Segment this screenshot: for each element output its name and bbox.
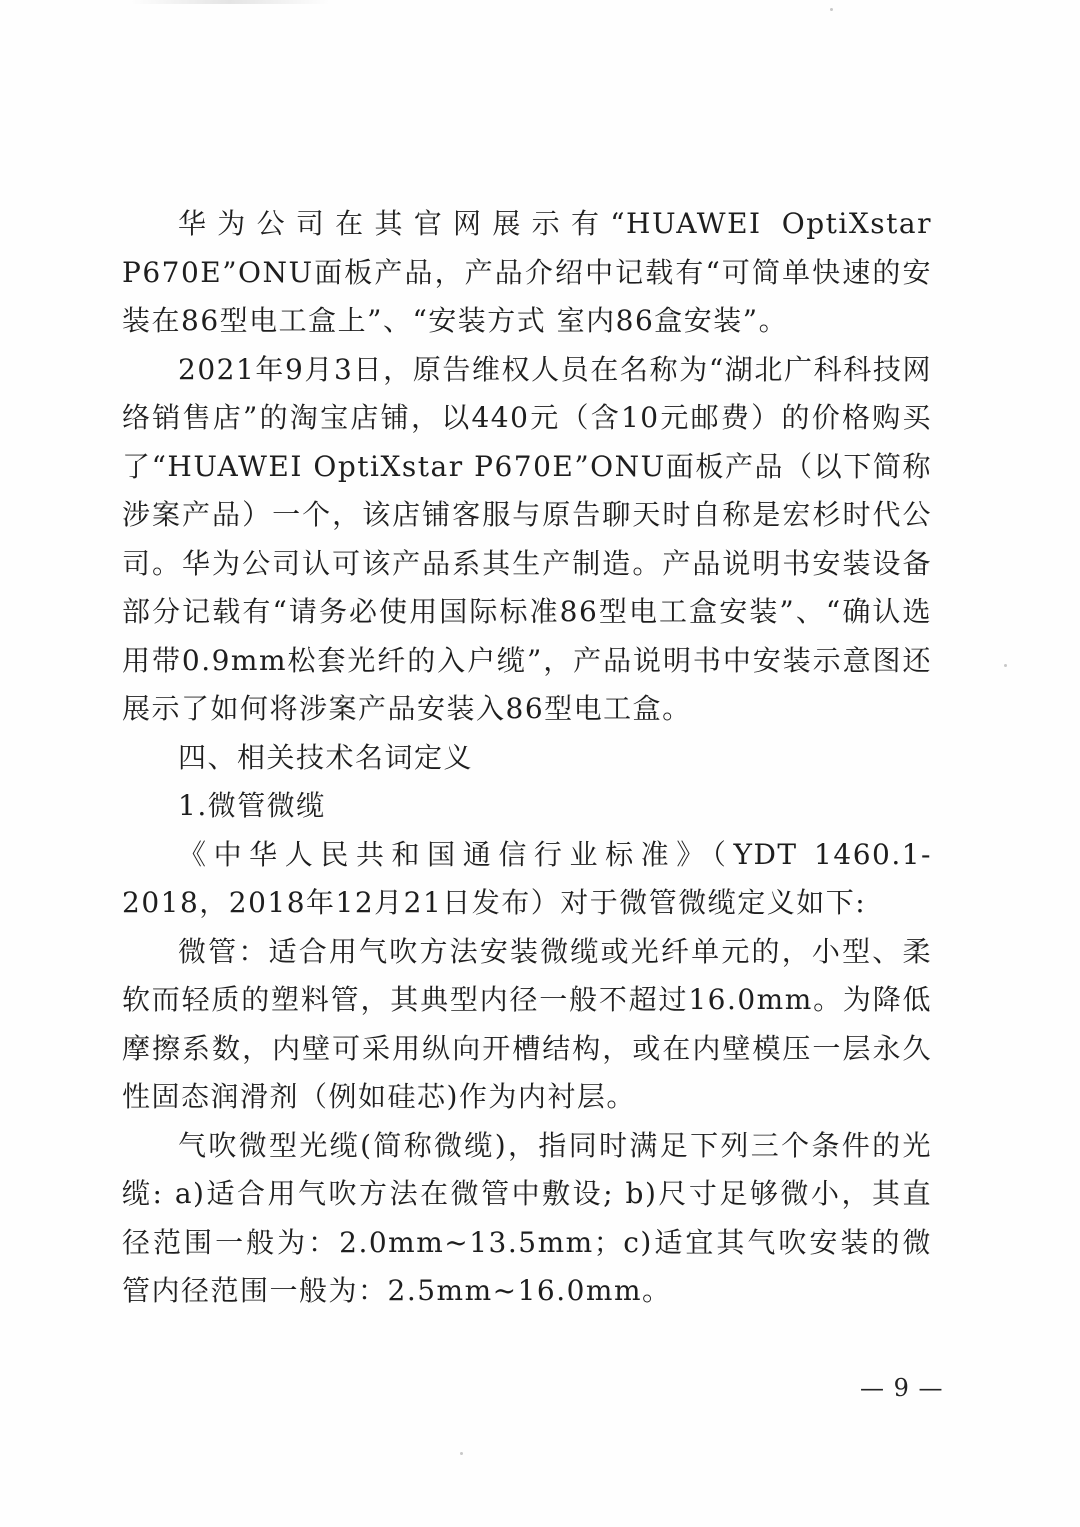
- subsection-heading: 1.微管微缆: [178, 789, 326, 822]
- body-paragraph: 华为公司在其官网展示有“HUAWEI OptiXstar P670E”ONU面板产品，产品介绍中记载有“可简单快速的安装在86型电工盒上”、“安装方式 室内86盒安装”。: [122, 207, 932, 337]
- scan-artifact: [130, 0, 330, 4]
- scan-artifact: [460, 1452, 463, 1455]
- definition-paragraph: 气吹微型光缆(简称微缆)，指同时满足下列三个条件的光缆: a)适合用气吹方法在微管中敷设; b)尺寸足够微小，其直径范围一般为：2.0mm~13.5mm；c)适宜其气吹安装的微管内径范围一般为：2.5mm~16.0mm。: [122, 1128, 932, 1307]
- document-body: [122, 200, 932, 1316]
- scan-artifact: [830, 8, 833, 11]
- definition-paragraph: 《中华人民共和国通信行业标准》（YDT 1460.1-2018，2018年12月21日发布）对于微管微缆定义如下:: [122, 837, 932, 919]
- page-number: — 9 —: [860, 1374, 944, 1402]
- section-heading: 四、相关技术名词定义: [178, 740, 474, 774]
- body-paragraph: 2021年9月3日，原告维权人员在名称为“湖北广科科技网络销售店”的淘宝店铺，以440元（含10元邮费）的价格购买了“HUAWEI OptiXstar P670E”ONU面板产品（以下简称涉案产品）一个，该店铺客服与原告聊天时自称是宏杉时代公司。华为公司认可该产品系其生产制造。产品说明书安装设备部分记载有“请务必使用国际标准86型电工盒安装”、“确认选用带0.9mm松套光纤的入户缆”，产品说明书中安装示意图还展示了如何将涉案产品安装入86型电工盒。: [122, 352, 932, 725]
- definition-paragraph: 微管：适合用气吹方法安装微缆或光纤单元的，小型、柔软而轻质的塑料管，其典型内径一般不超过16.0mm。为降低摩擦系数，内壁可采用纵向开槽结构，或在内壁模压一层永久性固态润滑剂（例如硅芯)作为内衬层。: [122, 934, 932, 1113]
- scan-artifact: [1004, 664, 1007, 667]
